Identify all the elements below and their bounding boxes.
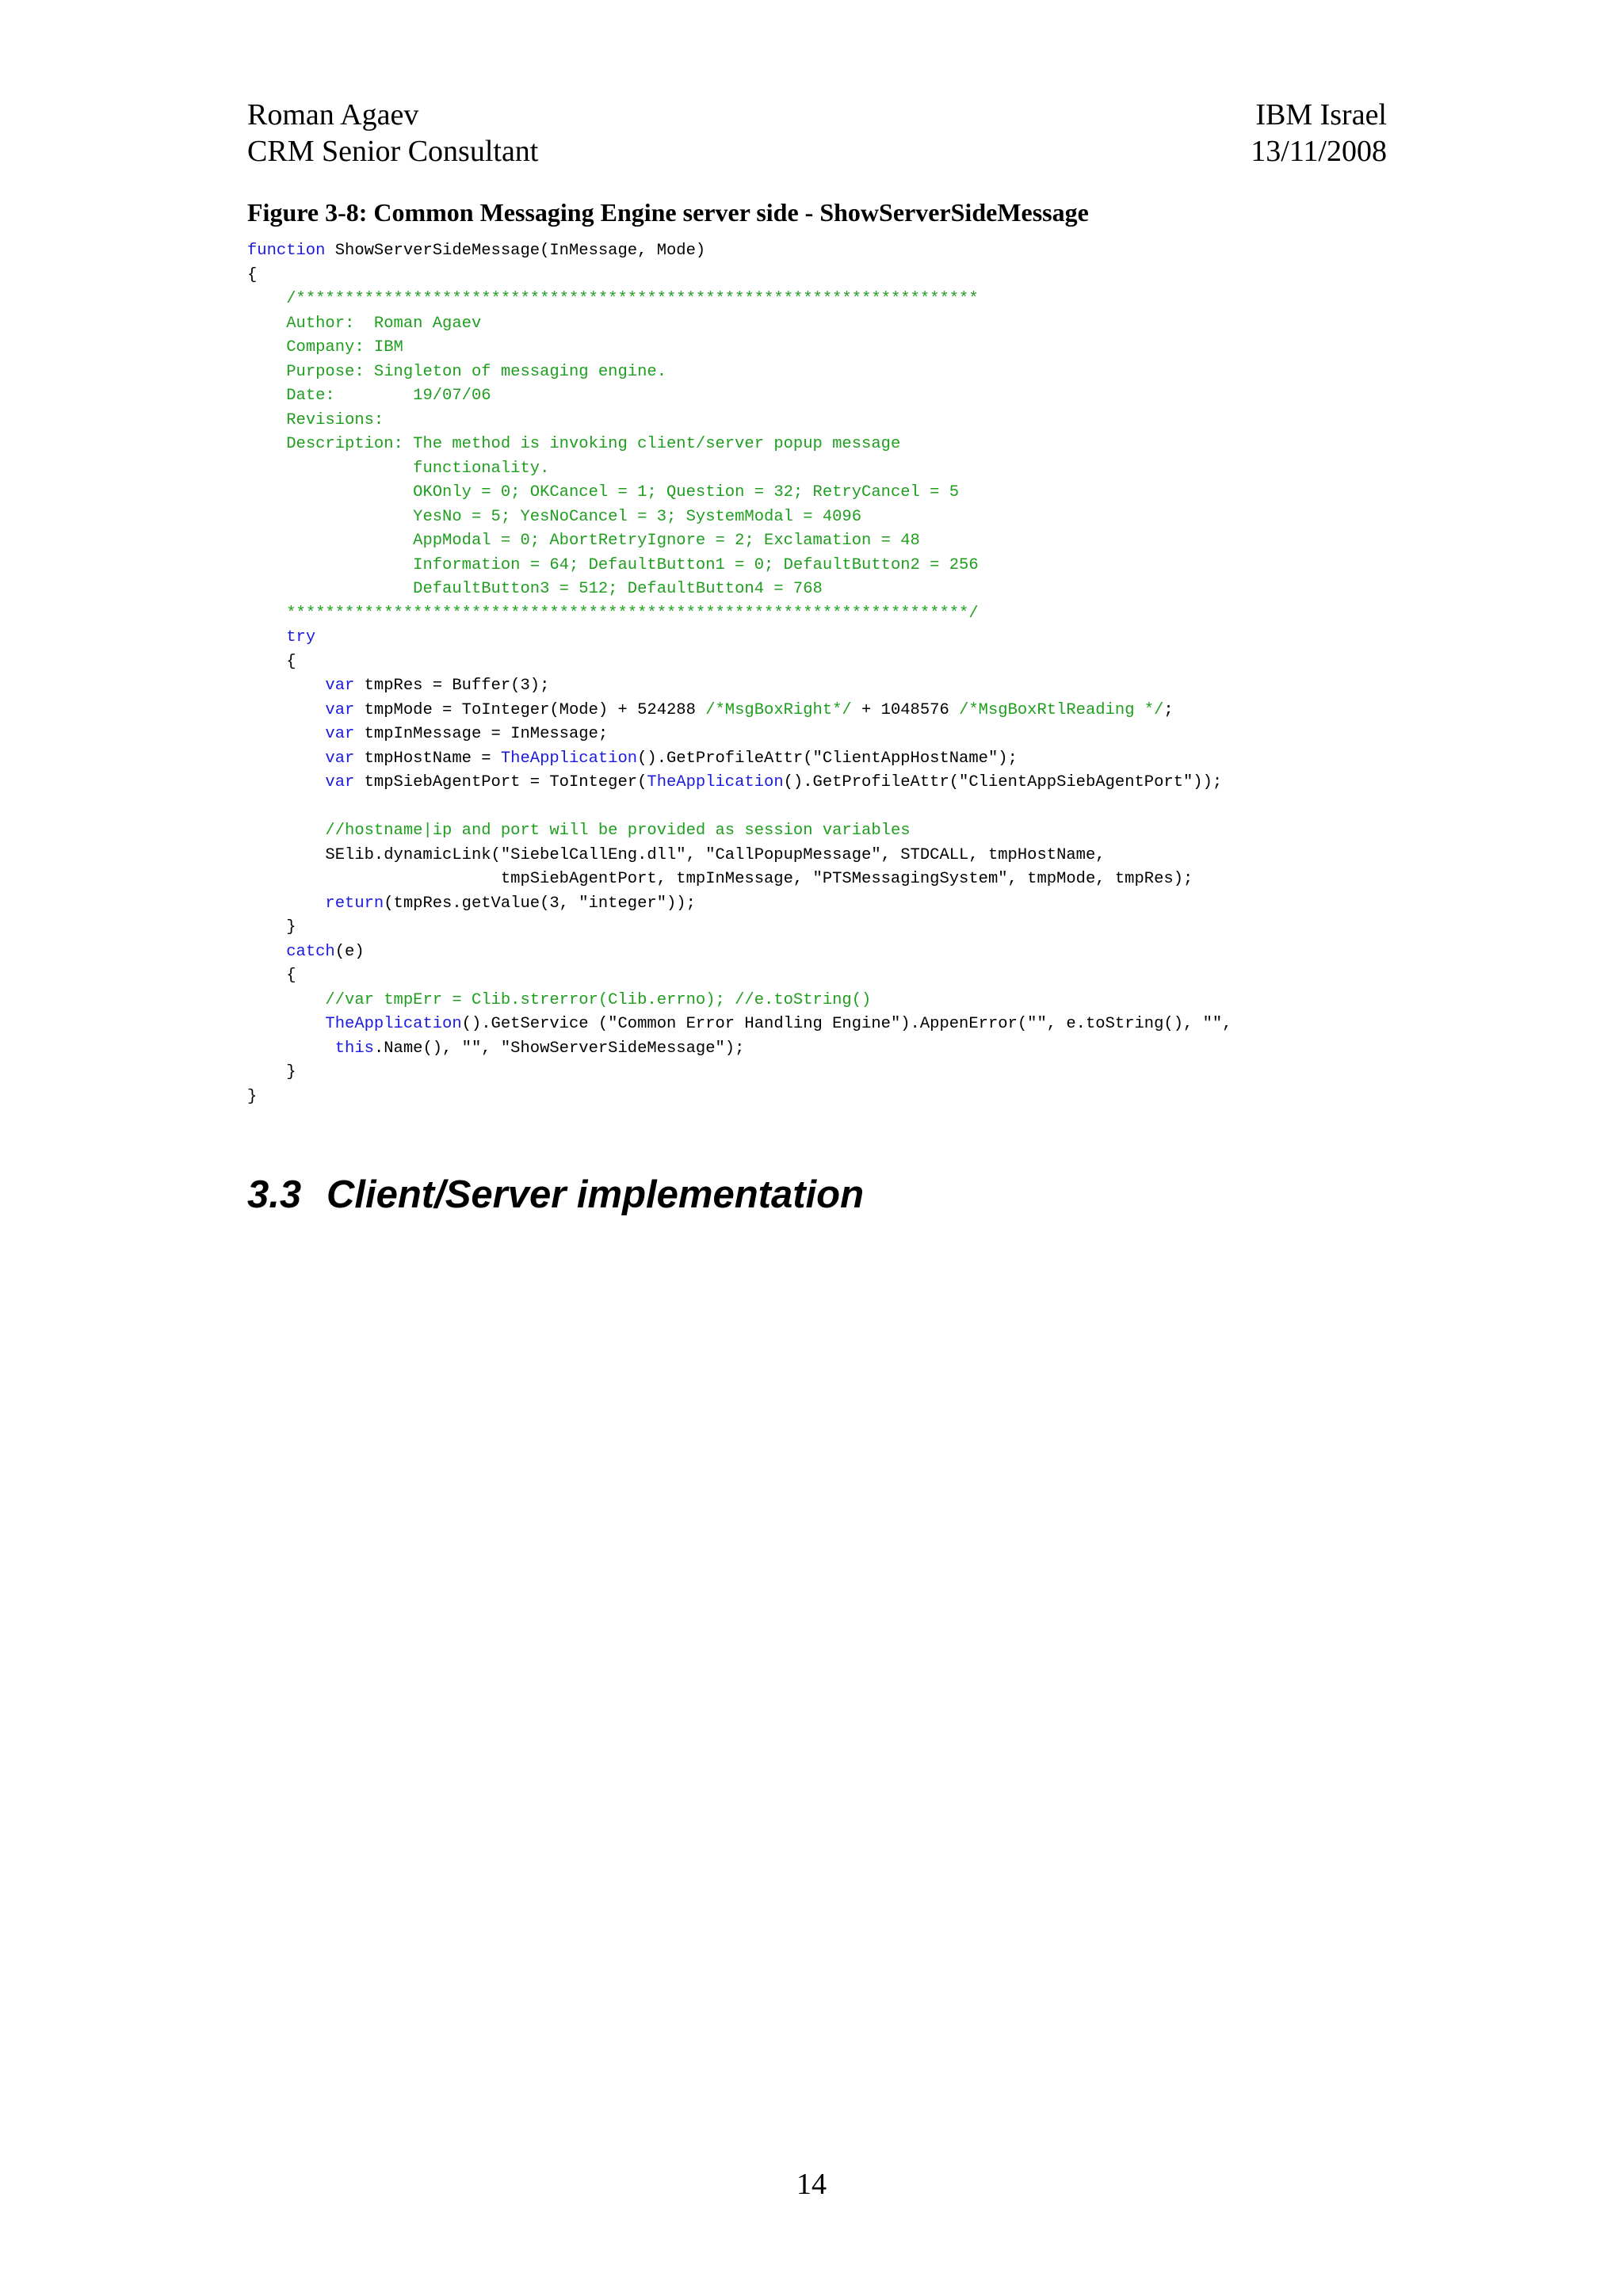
code-comment: //var tmpErr = Clib.strerror(Clib.errno); //e.toString()	[325, 990, 872, 1009]
code-line	[247, 626, 1232, 650]
code-comment: /*MsgBoxRtlReading */	[959, 700, 1164, 719]
code-line	[247, 795, 1232, 820]
code-line	[247, 481, 1232, 505]
code-text: tmpSiebAgentPort = ToInteger(	[354, 773, 647, 791]
code-comment: AppModal = 0; AbortRetryIgnore = 2; Exclamation = 48	[286, 532, 920, 550]
code-text: + 1048576	[851, 700, 960, 719]
code-keyword: var	[325, 773, 355, 791]
code-text: }	[247, 1063, 296, 1081]
code-line	[247, 384, 1232, 409]
code-line	[247, 964, 1232, 989]
code-text: {	[247, 265, 258, 284]
code-text: {	[247, 967, 296, 985]
code-text	[247, 701, 325, 719]
code-keyword: TheApplication	[325, 1015, 462, 1033]
code-line	[247, 602, 1232, 627]
code-keyword: try	[286, 628, 316, 646]
code-text: .Name(), "", "ShowServerSideMessage");	[373, 1039, 745, 1058]
code-text	[247, 508, 286, 526]
code-line	[247, 1061, 1232, 1085]
code-line	[247, 239, 1232, 264]
code-line	[247, 892, 1232, 917]
code-text: tmpInMessage = InMessage;	[354, 725, 609, 743]
code-line	[247, 747, 1232, 772]
code-text: ;	[1163, 700, 1174, 719]
code-line	[247, 360, 1232, 385]
code-comment: /**********************************************************************	[286, 290, 979, 308]
code-comment: Purpose: Singleton of messaging engine.	[286, 362, 666, 381]
code-keyword: TheApplication	[500, 749, 638, 768]
code-text: (tmpRes.getValue(3, "integer"));	[384, 894, 696, 913]
code-line	[247, 916, 1232, 940]
code-text	[247, 290, 286, 308]
code-text	[247, 1015, 325, 1033]
code-line	[247, 288, 1232, 312]
code-text	[247, 894, 325, 913]
code-line	[247, 578, 1232, 602]
code-text	[247, 1039, 335, 1058]
section-heading	[247, 1171, 864, 1219]
code-line	[247, 844, 1232, 868]
code-text: {	[247, 652, 296, 671]
code-line	[247, 699, 1232, 723]
code-keyword: return	[325, 894, 384, 913]
code-comment: Date: 19/07/06	[286, 387, 491, 405]
code-comment: Information = 64; DefaultButton1 = 0; DefaultButton2 = 256	[286, 555, 979, 574]
code-text	[247, 315, 286, 333]
code-comment: /*MsgBoxRight*/	[705, 700, 852, 719]
code-text: tmpMode = ToInteger(Mode) + 524288	[354, 700, 706, 719]
code-line	[247, 336, 1232, 360]
organization-name: IBM Israel	[1255, 98, 1387, 132]
code-comment: Description: The method is invoking client/server popup message	[286, 435, 901, 453]
code-line	[247, 312, 1232, 337]
code-text	[247, 556, 286, 574]
code-line	[247, 868, 1232, 892]
code-text	[247, 387, 286, 405]
code-comment: Revisions:	[286, 410, 384, 429]
code-text: ().GetProfileAttr("ClientAppSiebAgentPort"));	[783, 773, 1223, 791]
section-number: 3.3	[247, 1173, 302, 1216]
code-comment: YesNo = 5; YesNoCancel = 3; SystemModal = 4096	[286, 507, 862, 526]
code-listing	[247, 239, 1232, 1109]
section-title: Client/Server implementation	[327, 1173, 865, 1216]
code-text: }	[247, 1087, 258, 1106]
code-line	[247, 819, 1232, 844]
code-line	[247, 771, 1232, 795]
code-text: tmpHostName =	[354, 749, 501, 768]
code-line	[247, 674, 1232, 699]
code-comment: functionality.	[286, 459, 550, 478]
code-text	[247, 725, 325, 743]
code-keyword: var	[325, 749, 355, 768]
code-text	[247, 943, 286, 961]
code-text: tmpSiebAgentPort, tmpInMessage, "PTSMessagingSystem", tmpMode, tmpRes);	[247, 870, 1193, 888]
code-text	[247, 411, 286, 429]
code-comment: OKOnly = 0; OKCancel = 1; Question = 32; RetryCancel = 5	[286, 483, 960, 502]
code-line	[247, 554, 1232, 578]
code-text	[247, 460, 286, 478]
code-line	[247, 1085, 1232, 1110]
code-comment: Author: Roman Agaev	[286, 314, 482, 333]
code-text: SElib.dynamicLink("SiebelCallEng.dll", "CallPopupMessage", STDCALL, tmpHostName,	[247, 845, 1106, 864]
code-keyword: var	[325, 677, 355, 695]
code-keyword: var	[325, 700, 355, 719]
code-comment: **********************************************************************/	[286, 604, 979, 623]
code-text: ().GetService ("Common Error Handling Engine").AppenError("", e.toString(), "",	[461, 1015, 1232, 1033]
code-text: ShowServerSideMessage(InMessage, Mode)	[325, 242, 706, 260]
code-text	[247, 991, 325, 1009]
code-text	[247, 749, 325, 768]
code-line	[247, 505, 1232, 530]
figure-caption: Figure 3-8: Common Messaging Engine server side - ShowServerSideMessage	[247, 198, 1089, 227]
code-line	[247, 1013, 1232, 1037]
code-text: ().GetProfileAttr("ClientAppHostName");	[637, 749, 1018, 768]
code-text	[247, 605, 286, 623]
code-text	[247, 677, 325, 695]
code-text	[247, 773, 325, 791]
code-comment: DefaultButton3 = 512; DefaultButton4 = 768	[286, 580, 823, 598]
code-keyword: function	[247, 242, 326, 260]
code-text: tmpRes = Buffer(3);	[354, 677, 550, 695]
code-line	[247, 433, 1232, 457]
code-text	[247, 483, 286, 502]
code-keyword: catch	[286, 942, 335, 961]
code-keyword: TheApplication	[647, 773, 784, 791]
code-line	[247, 264, 1232, 288]
code-line	[247, 650, 1232, 675]
code-text	[247, 363, 286, 381]
code-line	[247, 1037, 1232, 1062]
document-date: 13/11/2008	[1251, 135, 1387, 168]
code-text	[247, 532, 286, 550]
code-comment: //hostname|ip and port will be provided as session variables	[325, 822, 911, 840]
page-number: 14	[796, 2168, 827, 2201]
author-name: Roman Agaev	[247, 98, 419, 132]
author-title: CRM Senior Consultant	[247, 135, 539, 168]
code-text	[247, 338, 286, 357]
code-line	[247, 940, 1232, 965]
code-comment: Company: IBM	[286, 338, 403, 357]
code-line	[247, 723, 1232, 747]
code-text: }	[247, 918, 296, 936]
code-text: (e)	[334, 942, 365, 961]
code-line	[247, 529, 1232, 554]
code-text	[247, 580, 286, 598]
code-line	[247, 409, 1232, 433]
code-text	[247, 822, 325, 840]
code-text	[247, 628, 286, 646]
code-line	[247, 457, 1232, 482]
code-keyword: this	[334, 1039, 374, 1058]
code-text	[247, 435, 286, 453]
code-keyword: var	[325, 725, 355, 743]
code-line	[247, 989, 1232, 1013]
